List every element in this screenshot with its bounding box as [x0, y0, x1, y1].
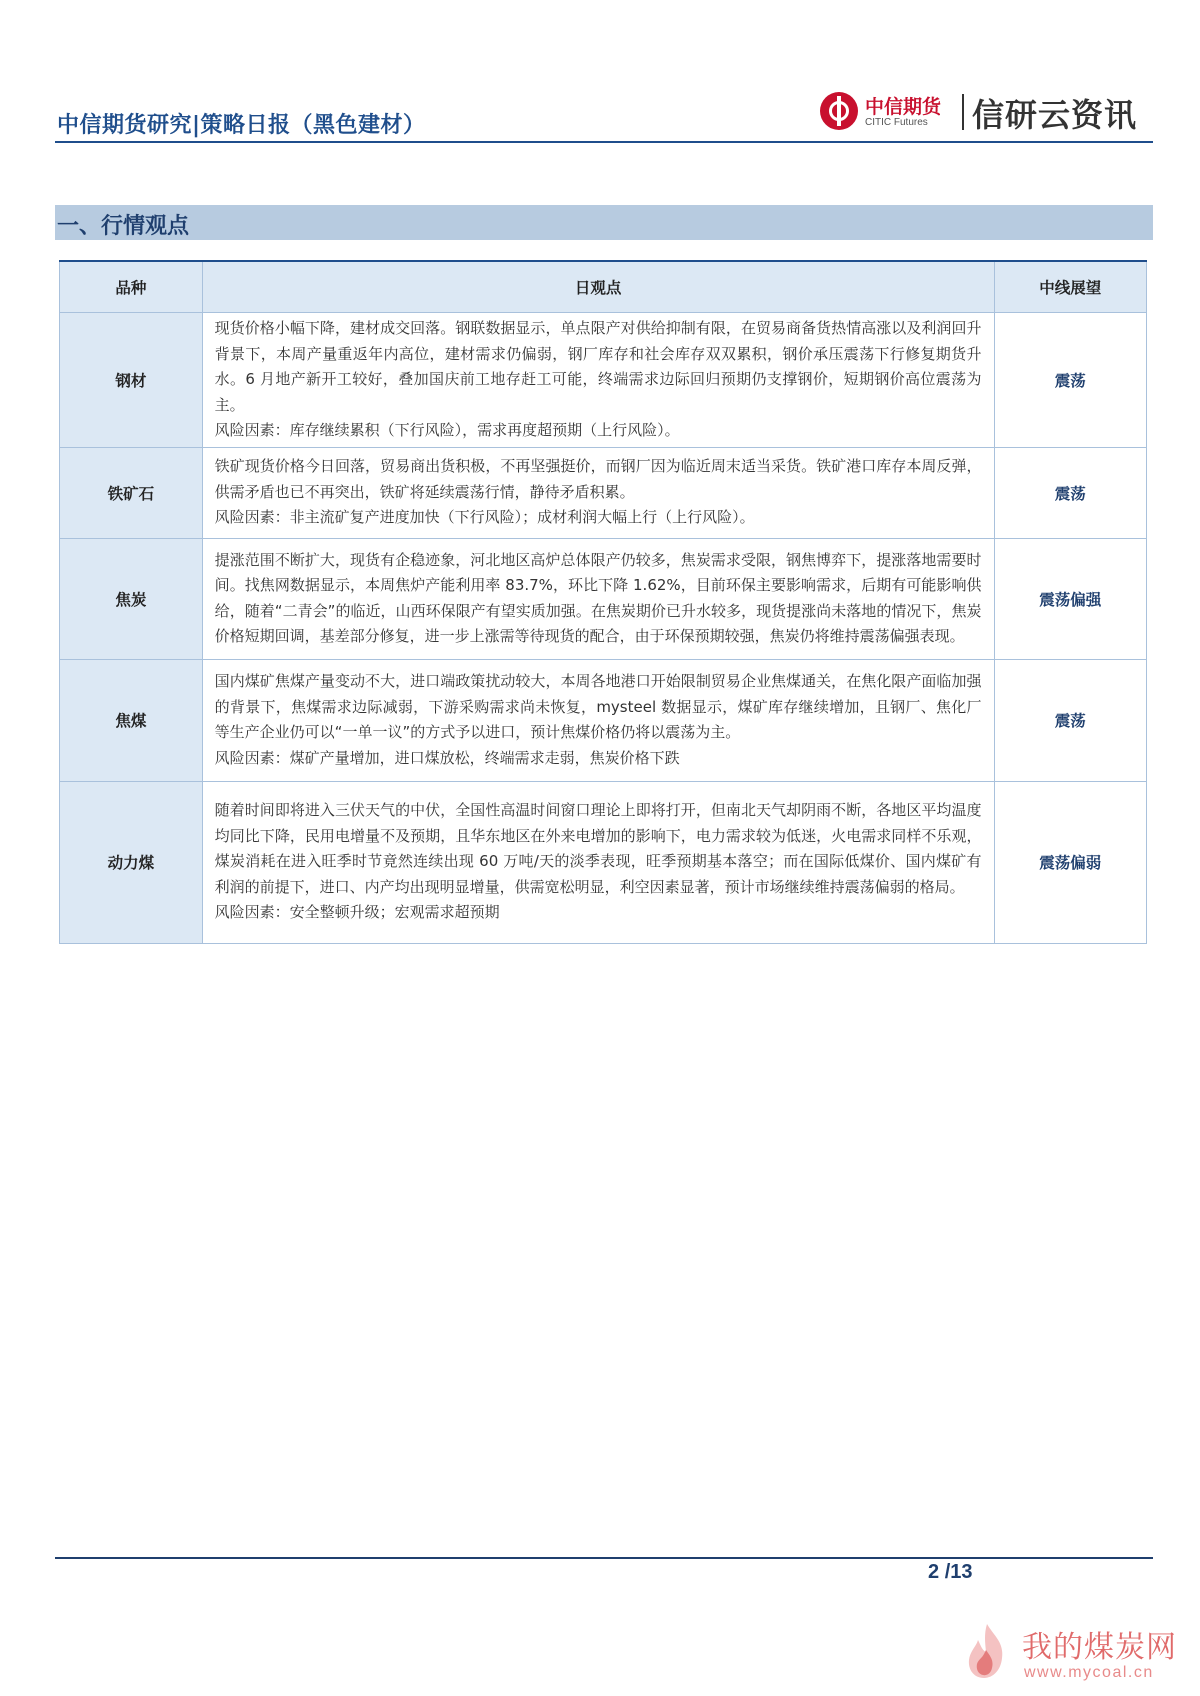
outlook-cell: 震荡偏强: [994, 538, 1147, 659]
view-text: 铁矿现货价格今日回落，贸易商出货积极，不再坚强挺价，而钢厂因为临近周末适当采货。铁矿港口库存本周反弹，供需矛盾也已不再突出，铁矿将延续震荡行情，静待矛盾积累。: [214, 457, 982, 501]
page-current: 2: [928, 1561, 940, 1583]
watermark-text: 我的煤炭网: [1022, 1630, 1177, 1665]
section-title: 一、行情观点: [57, 214, 190, 239]
daily-view-cell: [202, 659, 994, 781]
table-row-iron-ore: [60, 447, 1147, 538]
risk-factors-text: 风险因素：非主流矿复产进度加快（下行风险）；成材利润大幅上行（上行风险）。: [214, 508, 755, 527]
outlook-cell: 震荡: [994, 447, 1147, 538]
view-text: 现货价格小幅下降，建材成交回落。钢联数据显示，单点限产对供给抑制有限，在贸易商备货热情高涨以及利润回升背景下，本周产量重返年内高位，建材需求仍偏弱，钢厂库存和社会库存双双累积，钢价承压震荡下行修复期货升水。6 月地产新开工较好，叠加国庆前工地存赶工可能，终端需求边际回归预期仍支撑钢价，短期钢价高位震荡为主。: [214, 319, 982, 414]
variety-cell: 铁矿石: [60, 447, 203, 538]
table-row-coke: [60, 538, 1147, 659]
citic-logo-icon: [820, 92, 858, 130]
view-text: 提涨范围不断扩大，现货有企稳迹象，河北地区高炉总体限产仍较多，焦炭需求受限，钢焦博弈下，提涨落地需要时间。找焦网数据显示，本周焦炉产能利用率 83.7%，环比下降 1.62%，目前环保主要影响需求，后期有可能影响供给，随着“二青会”的临近，山西环保限产有望实质加强。在焦炭期价已升水较多，现货提涨尚未落地的情况下，焦炭价格短期回调，基差部分修复，进一步上涨需等待现货的配合，由于环保预期较强，焦炭仍将维持震荡偏强表现。: [214, 550, 982, 645]
market-views-table: [59, 260, 1147, 944]
logo-brand-name: 信研云资讯: [972, 96, 1138, 134]
watermark-url: www.mycoal.cn: [1024, 1664, 1154, 1681]
variety-cell: 焦炭: [60, 538, 203, 659]
table-header-row: [60, 261, 1147, 313]
logo-chinese-name: 中信期货: [865, 96, 942, 118]
table-row-thermal-coal: [60, 781, 1147, 943]
footer-rule: [55, 1557, 1153, 1559]
outlook-cell: 震荡: [994, 313, 1147, 448]
view-text: 国内煤矿焦煤产量变动不大，进口端政策扰动较大，本周各地港口开始限制贸易企业焦煤通关，在焦化限产面临加强的背景下，焦煤需求边际减弱，下游采购需求尚未恢复，mysteel 数据显示，煤矿库存继续增加，且钢厂、焦化厂等生产企业仍可以“一单一议”的方式予以进口，预计焦煤价格仍将以震荡为主。: [214, 672, 982, 741]
risk-factors-text: 风险因素：安全整顿升级；宏观需求超预期: [214, 903, 500, 922]
variety-cell: 动力煤: [60, 781, 203, 943]
risk-factors-text: 风险因素：库存继续累积（下行风险），需求再度超预期（上行风险）。: [214, 421, 680, 439]
header-rule: [55, 141, 1153, 143]
daily-view-cell: [202, 313, 994, 448]
outlook-cell: 震荡偏弱: [994, 781, 1147, 943]
risk-factors-text: 风险因素：煤矿产量增加，进口煤放松，终端需求走弱，焦炭价格下跌: [214, 748, 680, 767]
citic-futures-logo: [820, 90, 1150, 134]
logo-english-name: CITIC Futures: [865, 117, 928, 128]
flame-icon: [960, 1620, 1014, 1684]
view-text: 随着时间即将进入三伏天气的中伏，全国性高温时间窗口理论上即将打开，但南北天气却阴雨不断，各地区平均温度均同比下降，民用电增量不及预期，且华东地区在外来电增加的影响下，电力需求较为低迷，火电需求同样不乐观，煤炭消耗在进入旺季时节竟然连续出现 60 万吨/天的淡季表现，旺季预期基本落空；而在国际低煤价、国内煤矿有利润的前提下，进口、内产均出现明显增量，供需宽松明显，利空因素显著，预计市场继续维持震荡偏弱的格局。: [214, 801, 982, 896]
section-bar: [55, 205, 1153, 240]
mycoal-watermark: [960, 1620, 1190, 1690]
page-number: [928, 1561, 973, 1584]
variety-cell: 焦煤: [60, 659, 203, 781]
header-variety: 品种: [60, 261, 203, 313]
daily-view-cell: [202, 447, 994, 538]
page-total: /13: [944, 1561, 973, 1583]
daily-view-cell: [202, 538, 994, 659]
report-header-title: 中信期货研究|策略日报（黑色建材）: [57, 113, 426, 138]
logo-divider: [962, 94, 964, 130]
header-daily-view: 日观点: [202, 261, 994, 313]
table-row-coking-coal: [60, 659, 1147, 781]
table-row-steel: [60, 313, 1147, 448]
outlook-cell: 震荡: [994, 659, 1147, 781]
header-outlook: 中线展望: [994, 261, 1147, 313]
variety-cell: 钢材: [60, 313, 203, 448]
daily-view-cell: [202, 781, 994, 943]
